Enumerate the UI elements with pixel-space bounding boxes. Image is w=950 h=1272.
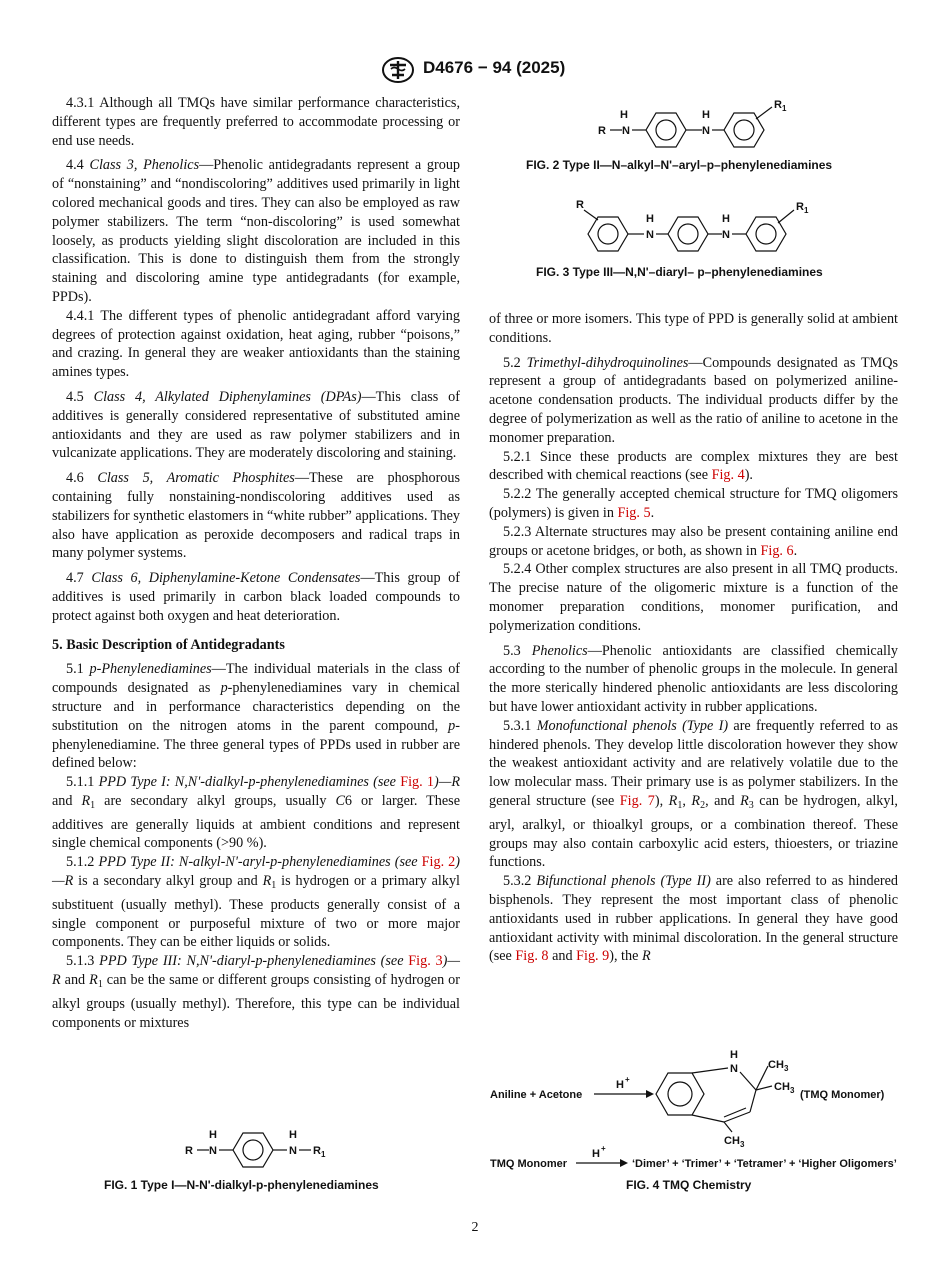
fig4-reaction (488, 1044, 940, 1174)
fig1-structure (183, 1118, 343, 1170)
svg-text:H: H (730, 1049, 738, 1061)
fig7-link[interactable]: Fig. 7 (619, 792, 655, 809)
para-5-1-1: 5.1.1 PPD Type I: N,N'-dialkyl-p-phenylenediamines (see Fig. 1)—R and $R_1$ are secondary alkyl groups, usually C6 or larger. These additives are generally liquids at ambient conditions and represent single chemical components (>90 %). (52, 774, 460, 852)
para-5-2: 5.2 Trimethyl-dihydroquinolines—Compounds designated as TMQs represent a group of antidegradants based on polymerized aniline-acetone condensation products. The individual products differ by the degree of polymerization as well as the ratio of aniline to acetone in the monomer preparation. (489, 354, 898, 446)
para-5-2-1: 5.2.1 Since these products are complex mixtures they are best described with chemical reactions (see Fig. 4). (489, 448, 898, 484)
svg-text:H: H (592, 1148, 600, 1160)
svg-text:R: R (576, 199, 584, 211)
left-column (52, 94, 460, 1032)
svg-text:‘Dimer’ + ‘Trimer’ + ‘Tetramer: ‘Dimer’ + ‘Trimer’ + ‘Tetramer’ + ‘Higher Oligomers’ (632, 1158, 897, 1170)
para-4-6: 4.6 Class 5, Aromatic Phosphites—These are phosphorous containing fully nonstaining-nondiscoloring additives used as stabilizers for synthetic elastomers in “white rubber” applications. They also have application as peroxide decomposers and radical traps in many polymer systems. (52, 470, 461, 562)
fig3-link[interactable]: Fig. 3 (408, 953, 443, 970)
fig4-link[interactable]: Fig. 4 (711, 467, 745, 484)
svg-text:R: R (796, 201, 804, 213)
svg-text:H: H (209, 1129, 217, 1141)
page-number: 2 (471, 1220, 479, 1235)
svg-text:N: N (289, 1145, 297, 1157)
fig2-caption: FIG. 2 Type II—N–alkyl–N'–aryl–p–phenylenediamines (526, 158, 833, 172)
para-5-1-3: 5.1.3 PPD Type III: N,N'-diaryl-p-phenylenediamines (see Fig. 3)—R and $R_1$ can be the same or different groups consisting of hydrogen or alkyl groups (usually methyl). Therefore, this type can be individual components or mixtures (52, 953, 460, 1031)
section-5-heading: 5. Basic Description of Antidegradants (52, 636, 285, 653)
figure-3 (574, 196, 814, 260)
para-4-7: 4.7 Class 6, Diphenylamine-Ketone Condensates—This group of additives is used primarily in carbon black loaded compounds to protect against both oxygen and heat deterioration. (52, 570, 460, 624)
svg-text:N: N (722, 229, 730, 241)
svg-text:N: N (702, 125, 710, 137)
para-5-1-2: 5.1.2 PPD Type II: N-alkyl-N'-aryl-p-phenylenediamines (see Fig. 2)—R is a secondary alkyl group and $R_1$ is hydrogen or a primary alkyl substituent (usually methyl). These products generally consist of a single component or purposeful mixture of two or more major components. They can be either liquids or solids. (52, 854, 461, 951)
svg-text:CH: CH (774, 1081, 790, 1093)
para-4-4-1: 4.4.1 The different types of phenolic antidegradant afford varying degrees of protection against oxidation, heat aging, rubber “poisons,” and crazing. In general they are weaker antioxidants than the staining amines types. (52, 307, 460, 381)
fig1-caption: FIG. 1 Type I—N-N'-dialkyl-p-phenylenediamines (104, 1178, 379, 1192)
svg-text:+: + (625, 1075, 630, 1084)
svg-text:CH: CH (768, 1059, 784, 1071)
svg-text:H: H (616, 1079, 624, 1091)
para-continuation: of three or more isomers. This type of PPD is generally solid at ambient conditions. (489, 311, 898, 346)
svg-text:(TMQ Monomer): (TMQ Monomer) (800, 1089, 885, 1101)
svg-text:1: 1 (804, 206, 809, 215)
svg-text:N: N (730, 1063, 738, 1075)
figure-2 (596, 96, 796, 152)
svg-text:1: 1 (782, 104, 787, 113)
fig6-link[interactable]: Fig. 6 (760, 542, 794, 559)
fig2-link[interactable]: Fig. 2 (421, 854, 456, 871)
svg-text:H: H (722, 213, 730, 225)
svg-text:3: 3 (784, 1064, 789, 1073)
svg-text:3: 3 (740, 1140, 745, 1149)
svg-text:H: H (702, 109, 710, 121)
right-column (489, 310, 898, 966)
fig9-link[interactable]: Fig. 9 (576, 948, 610, 965)
figure-4 (488, 1044, 940, 1174)
fig2-structure (596, 96, 796, 152)
svg-text:Aniline + Acetone: Aniline + Acetone (490, 1089, 583, 1101)
svg-text:N: N (622, 125, 630, 137)
para-5-2-2: 5.2.2 The generally accepted chemical structure for TMQ oligomers (polymers) is given in Fig. 5. (489, 486, 898, 521)
svg-text:+: + (601, 1144, 606, 1153)
para-4-3-1: 4.3.1 Although all TMQs have similar performance characteristics, different types are frequently preferred to accommodate processing or end use needs. (52, 95, 460, 149)
para-5-1: 5.1 p-Phenylenediamines—The individual materials in the class of compounds designated as p-phenylenediamines vary in chemical structure and in performance characteristics depending on the substitution on the nitrogen atoms in the parent compound, p-phenylenediamine. The three general types of PPDs used in rubber are defined below: (52, 661, 461, 772)
svg-text:R: R (598, 125, 606, 137)
figure-1 (183, 1118, 343, 1170)
para-4-5: 4.5 Class 4, Alkylated Diphenylamines (DPAs)—This class of additives is generally considered representative of substituted amine antioxidants and they are used as raw polymer stabilizers and in vulcanizate applications. They are moderately discoloring and staining. (52, 388, 460, 462)
page-header (0, 56, 950, 84)
svg-text:N: N (646, 229, 654, 241)
svg-text:N: N (209, 1145, 217, 1157)
para-4-4: 4.4 Class 3, Phenolics—Phenolic antidegradants represent a group of “nonstaining” and “nondiscoloring” additives used primarily in light colored mechanical goods and tires. They can also be employed as raw polymer stabilizers. The term “non-discoloring” is used somewhat loosely, as products yielding slight discoloration are included in this classification. This is done to distinguish them from the strongly staining and discoloring amine type antidegradants (for example, PPDs). (52, 157, 461, 305)
svg-text:TMQ Monomer: TMQ Monomer (490, 1158, 567, 1170)
para-5-3: 5.3 Phenolics—Phenolic antioxidants are classified chemically according to the number of phenolic groups in the molecule. In general the more sterically hindered phenolic antioxidants are less discoloring but have lower antioxidant activity in rubber applications. (489, 642, 898, 715)
svg-text:R: R (313, 1145, 321, 1157)
svg-text:CH: CH (724, 1135, 740, 1147)
para-5-3-2: 5.3.2 Bifunctional phenols (Type II) are also referred to as hindered bisphenols. They represent the most important class of phenolic antioxidants used in rubber applications. In general they have good antioxidant activity with minimal discoloration. In the general structure (see Fig. 8 and Fig. 9), the R (489, 873, 898, 965)
svg-text:R: R (774, 99, 782, 111)
para-5-2-4: 5.2.4 Other complex structures are also present in all TMQ products. The precise nature of the oligomeric mixture is a function of the monomer preparation conditions, monomer purification, and polymerization conditions. (489, 561, 898, 634)
astm-logo-icon (381, 56, 415, 84)
fig4-caption: FIG. 4 TMQ Chemistry (626, 1178, 752, 1192)
para-5-2-3: 5.2.3 Alternate structures may also be present containing aniline end groups or acetone bridges, or both, as shown in Fig. 6. (489, 523, 898, 559)
svg-text:1: 1 (321, 1150, 326, 1159)
svg-text:R: R (185, 1145, 193, 1157)
document-id: D4676 − 94 (2025) (423, 58, 566, 77)
svg-text:H: H (620, 109, 628, 121)
svg-text:H: H (646, 213, 654, 225)
para-5-3-1: 5.3.1 Monofunctional phenols (Type I) are frequently referred to as hindered phenols. They develop little discoloration however they show the weakest antioxidant activity and are relatively volatile due to the low molecular mass. Their primary use is as polymer stabilizers. In the general structure (see Fig. 7), $R_1$, $R_2$, and $R_3$ can be hydrogen, alkyl, aryl, aralkyl, or thioalkyl groups, or a combination thereof. These groups may also contain carboxylic acid esters, thioesters, or triazine functions. (489, 717, 899, 871)
fig1-link[interactable]: Fig. 1 (400, 774, 434, 791)
fig3-structure (574, 196, 814, 260)
fig5-link[interactable]: Fig. 5 (617, 504, 651, 521)
fig3-caption: FIG. 3 Type III—N,N'–diaryl– p–phenylenediamines (536, 265, 823, 279)
fig8-link[interactable]: Fig. 8 (515, 948, 549, 965)
svg-text:3: 3 (790, 1086, 795, 1095)
svg-text:H: H (289, 1129, 297, 1141)
